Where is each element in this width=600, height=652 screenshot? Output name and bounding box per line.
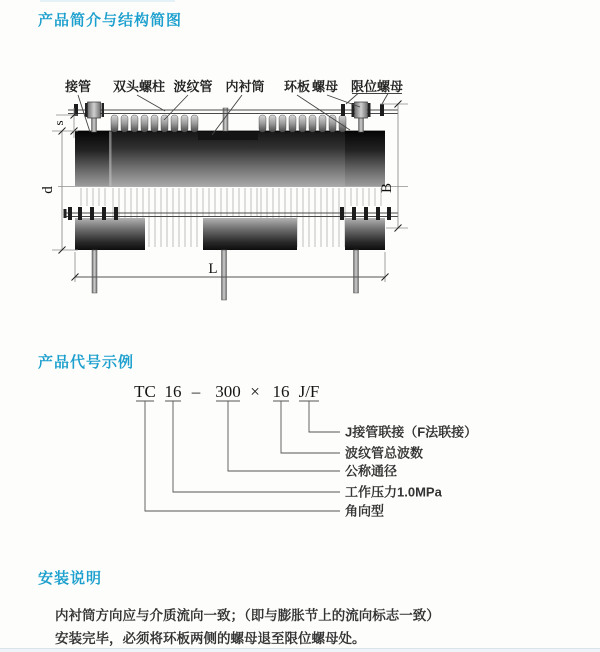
dimension-s bbox=[51, 108, 78, 138]
inner-liner-strip bbox=[198, 131, 258, 140]
code-token-dash: – bbox=[191, 382, 201, 401]
label-connection-pipe: 接管 bbox=[64, 79, 92, 94]
install-section-title: 安装说明 bbox=[38, 570, 103, 587]
nut-block bbox=[355, 102, 368, 118]
callout-connection: J接管联接（F法联接） bbox=[345, 424, 478, 440]
callout-nominal-diameter: 公称通径 bbox=[345, 463, 398, 479]
code-token-waves: 16 bbox=[272, 382, 290, 401]
bellows-convolutions bbox=[111, 115, 346, 132]
install-notes bbox=[55, 604, 555, 650]
label-inner-liner: 内衬筒 bbox=[225, 79, 265, 94]
code-token-pressure: 16 bbox=[164, 382, 182, 401]
dimension-d bbox=[40, 128, 78, 254]
part-labels bbox=[64, 79, 403, 94]
dim-s-label: s bbox=[51, 120, 66, 126]
callout-angular-type: 角向型 bbox=[345, 503, 385, 519]
label-ring-plate: 环板 bbox=[283, 79, 311, 94]
dim-L-label: L bbox=[208, 261, 218, 277]
install-note-line2: 安装完毕，必须将环板两侧的螺母退至限位螺母处。 bbox=[55, 631, 366, 646]
label-limit-nut: 限位螺母 bbox=[350, 79, 404, 94]
dim-d-label: d bbox=[40, 186, 56, 194]
label-bellows: 波纹管 bbox=[173, 79, 213, 94]
upper-body bbox=[75, 131, 385, 186]
code-tokens bbox=[134, 382, 319, 401]
label-stud-bolt: 双头螺柱 bbox=[112, 79, 166, 94]
install-note-line1: 内衬筒方向应与介质流向一致；（即与膨胀节上的流向标志一致） bbox=[55, 608, 440, 623]
code-token-connection: J/F bbox=[298, 382, 320, 401]
code-token-times: × bbox=[250, 382, 260, 401]
code-token-diameter: 300 bbox=[215, 382, 241, 401]
dim-B-label: B bbox=[379, 182, 395, 194]
structure-diagram bbox=[30, 60, 470, 310]
code-token-type: TC bbox=[134, 382, 156, 401]
code-callout-lines bbox=[136, 401, 340, 511]
nut-block bbox=[88, 102, 101, 118]
callout-working-pressure: 工作压力1.0MPa bbox=[345, 484, 442, 500]
intro-section-title: 产品简介与结构简图 bbox=[38, 12, 183, 29]
callout-wave-count: 波纹管总波数 bbox=[345, 445, 424, 461]
code-section-title: 产品代号示例 bbox=[38, 354, 135, 371]
dimension-L bbox=[72, 252, 389, 282]
page-top-edge-artifact bbox=[40, 0, 175, 2]
code-callouts bbox=[345, 425, 477, 519]
label-nut: 螺母 bbox=[311, 79, 339, 94]
lower-body bbox=[75, 218, 385, 250]
upper-tie-rod bbox=[68, 102, 398, 118]
lower-studs bbox=[92, 250, 359, 300]
product-code-diagram bbox=[95, 378, 515, 528]
